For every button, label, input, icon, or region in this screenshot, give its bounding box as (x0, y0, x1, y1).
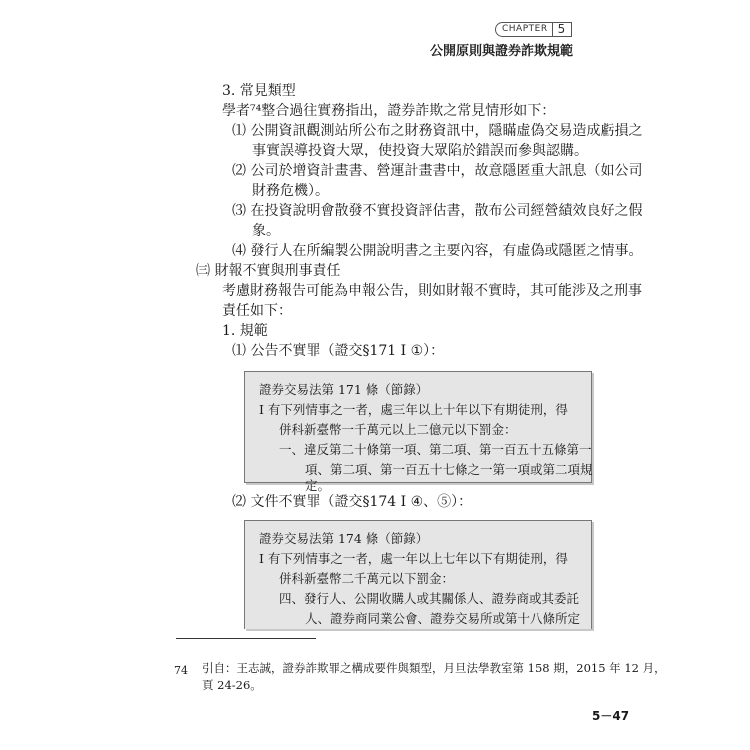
chapter-badge (495, 22, 572, 37)
list-item-continued: 財務危機）。 (252, 183, 329, 199)
footnote-line: 引自：王志誠，證券詐欺罪之構成要件與類型，月旦法學教室第 158 期，2015 年 12 月， (202, 661, 666, 675)
list-item: ⑷ 發行人在所編製公開說明書之主要內容，有虛偽或隱匿之情事。 (232, 243, 643, 259)
list-item-continued: 象。 (252, 223, 280, 239)
paragraph: 學者⁷⁴整合過往實務指出，證券詐欺之常見情形如下： (222, 103, 556, 119)
section-heading: 3. 常見類型 (222, 83, 296, 99)
rule-label: ⑵ 文件不實罪（證交§174 I ④、⑤）： (232, 494, 473, 510)
statute-text: 一、違反第二十條第一項、第二項、第一百五十五條第一 (279, 442, 592, 457)
statute-text: 定。 (305, 478, 331, 493)
running-header-title: 公開原則與證券詐欺規範 (430, 44, 574, 59)
statute-text: 項、第二項、第一百五十七條之一第一項或第二項規 (305, 462, 593, 477)
chapter-number: 5 (552, 22, 572, 37)
list-item-continued: 事實誤導投資大眾，使投資大眾陷於錯誤而參與認購。 (252, 143, 588, 159)
footnote-number: 74 (174, 664, 188, 677)
subsection-heading: 1. 規範 (222, 323, 268, 339)
footnote-line: 頁 24-26。 (202, 678, 262, 692)
statute-title: 證券交易法第 174 條（節錄） (259, 531, 429, 546)
footnote-text (202, 660, 666, 694)
statute-text: Ⅰ 有下列情事之一者，處三年以上十年以下有期徒刑，得 (259, 402, 568, 417)
page-number: 5－47 (592, 709, 630, 723)
statute-text: 併科新臺幣二千萬元以下罰金： (279, 571, 455, 586)
statute-title: 證券交易法第 171 條（節錄） (259, 382, 429, 397)
statute-box (244, 371, 593, 493)
statute-text: 四、發行人、公開收購人或其關係人、證券商或其委託 (279, 591, 580, 606)
chapter-label: CHAPTER (495, 22, 552, 37)
section-heading: ㈢ 財報不實與刑事責任 (196, 263, 341, 279)
paragraph-continued: 責任如下： (222, 303, 292, 319)
statute-text: Ⅰ 有下列情事之一者，處一年以上七年以下有期徒刑，得 (259, 551, 568, 566)
list-item: ⑴ 公開資訊觀測站所公布之財務資訊中，隱瞞虛偽交易造成虧損之 (232, 123, 643, 139)
list-item: ⑵ 公司於增資計畫書、營運計畫書中，故意隱匿重大訊息（如公司 (232, 163, 643, 179)
statute-box (244, 520, 592, 629)
list-item: ⑶ 在投資說明會散發不實投資評估書，散布公司經營績效良好之假 (232, 203, 643, 219)
footnote-rule (176, 638, 316, 639)
statute-text: 人、證券商同業公會、證券交易所或第十八條所定 (305, 611, 581, 626)
paragraph: 考慮財務報告可能為申報公告，則如財報不實時，其可能涉及之刑事 (222, 283, 642, 299)
statute-text: 併科新臺幣一千萬元以上二億元以下罰金： (279, 422, 517, 437)
rule-label: ⑴ 公告不實罪（證交§171 I ①）： (232, 343, 445, 359)
